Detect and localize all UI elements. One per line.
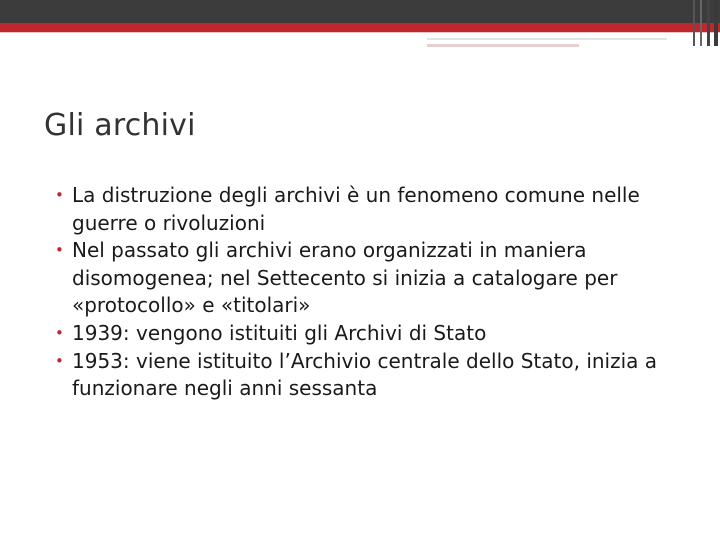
- bullet-item: [55, 182, 665, 237]
- bullet-dot-icon: •: [55, 351, 64, 370]
- corner-stripe: [707, 0, 710, 46]
- slide-title: Gli archivi: [44, 108, 196, 143]
- header-accent-line-short: [427, 44, 579, 47]
- bullet-text: 1939: vengono istituiti gli Archivi di Stato: [72, 320, 487, 345]
- bullet-item: [55, 320, 665, 348]
- bullet-text: 1953: viene istituito l’Archivio centrale dello Stato, inizia a funzionare negli anni sessanta: [72, 348, 658, 401]
- bullet-dot-icon: •: [55, 323, 64, 342]
- bullet-dot-icon: •: [55, 241, 64, 260]
- header-rule-line: [0, 32, 720, 33]
- header-band-red: [0, 23, 720, 32]
- bullet-item: [55, 348, 665, 403]
- bullet-list: [55, 182, 665, 403]
- header-accent-line: [427, 38, 667, 40]
- bullet-text: Nel passato gli archivi erano organizzati in maniera disomogenea; nel Settecento si inizia a catalogare per «protocollo» e «titolari»: [72, 238, 618, 318]
- header-band-dark: [0, 0, 720, 23]
- corner-stripe: [700, 0, 702, 46]
- bullet-dot-icon: •: [55, 186, 64, 204]
- bullet-item: [55, 237, 665, 320]
- corner-stripe: [693, 0, 695, 46]
- bullet-text: La distruzione degli archivi è un fenomeno comune nelle guerre o rivoluzioni: [72, 183, 640, 235]
- corner-stripe: [714, 0, 718, 46]
